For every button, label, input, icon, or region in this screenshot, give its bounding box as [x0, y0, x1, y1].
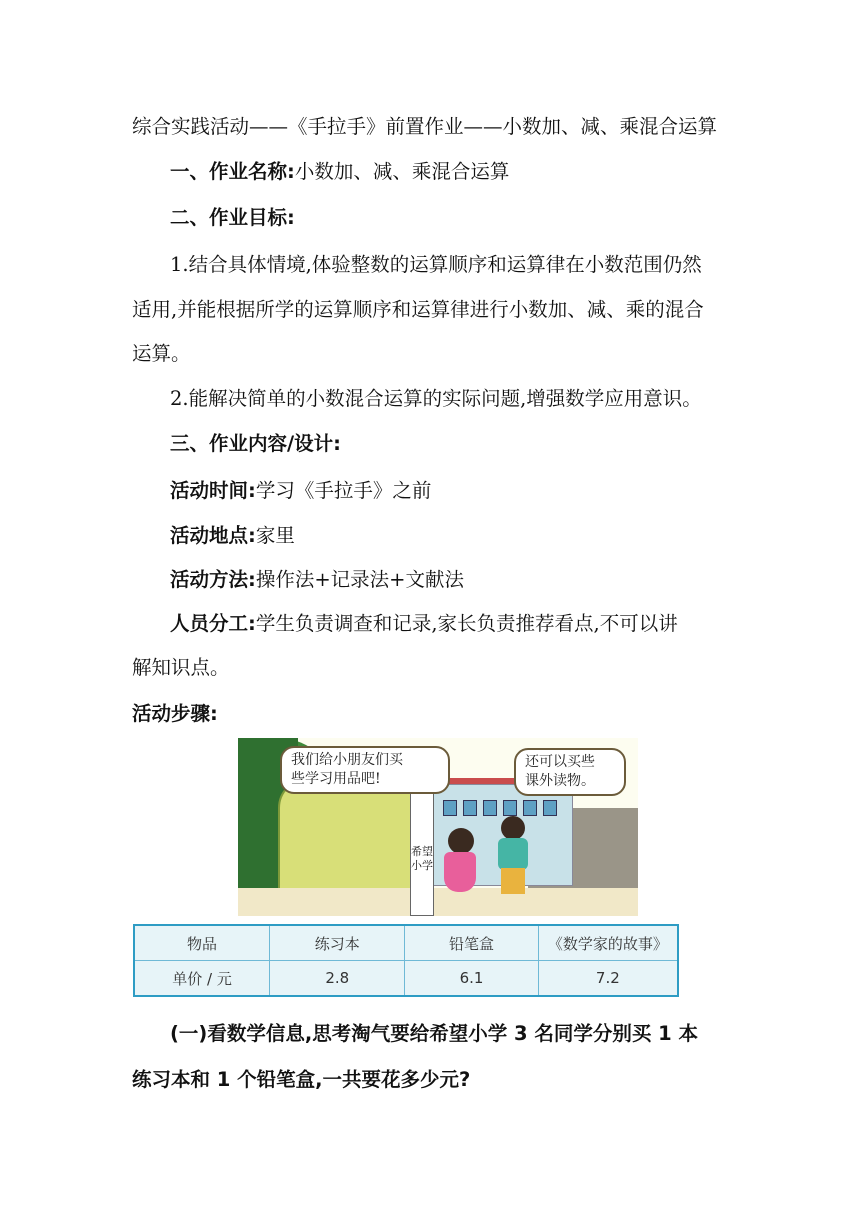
window	[503, 800, 517, 816]
gate-sign: 希望小学	[410, 786, 434, 916]
activity-time	[170, 478, 431, 504]
speech-bubble-left-line-2: 些学习用品吧!	[291, 771, 381, 787]
activity-method-label: 活动方法:	[170, 568, 256, 591]
section-2-label: 二、作业目标:	[170, 206, 295, 229]
staff-division	[170, 611, 678, 637]
section-1-value: 小数加、减、乘混合运算	[294, 160, 510, 183]
goal-1-line-1: 1.结合具体情境,体验整数的运算顺序和运算律在小数范围仍然	[170, 253, 702, 276]
table-cell: 单价 / 元	[134, 961, 270, 997]
activity-place-value: 家里	[255, 524, 295, 547]
table-row	[134, 961, 678, 997]
girl-head	[448, 828, 474, 854]
speech-bubble-left	[280, 746, 450, 794]
section-1	[170, 159, 509, 185]
table-cell: 练习本	[270, 925, 405, 961]
table-cell: 物品	[134, 925, 270, 961]
activity-place	[170, 523, 295, 549]
window	[443, 800, 457, 816]
table-cell: 《数学家的故事》	[538, 925, 678, 961]
table-cell: 6.1	[405, 961, 538, 997]
ground	[238, 888, 638, 916]
speech-bubble-right	[514, 748, 626, 796]
goal-2: 2.能解决简单的小数混合运算的实际问题,增强数学应用意识。	[170, 387, 702, 410]
price-table	[133, 924, 679, 997]
window	[483, 800, 497, 816]
table-header-row	[134, 925, 678, 961]
staff-division-label: 人员分工:	[170, 612, 256, 635]
question-1-line-2: 练习本和 1 个铅笔盒,一共要花多少元?	[132, 1068, 471, 1091]
speech-bubble-right-line-2: 课外读物。	[525, 773, 595, 789]
window	[523, 800, 537, 816]
boy-figure	[498, 838, 528, 870]
activity-method-value: 操作法+记录法+文献法	[255, 568, 464, 591]
school-illustration	[238, 738, 638, 916]
girl-figure	[444, 852, 476, 892]
section-3-label: 三、作业内容/设计:	[170, 432, 341, 455]
goal-1-line-2: 适用,并能根据所学的运算顺序和运算律进行小数加、减、乘的混合	[132, 298, 704, 321]
speech-bubble-left-line-1: 我们给小朋友们买	[291, 752, 403, 768]
boy-legs	[501, 868, 525, 894]
doc-title: 综合实践活动——《手拉手》前置作业——小数加、减、乘混合运算	[132, 115, 718, 138]
window	[463, 800, 477, 816]
section-1-label: 一、作业名称:	[170, 160, 295, 183]
question-1-line-1: (一)看数学信息,思考淘气要给希望小学 3 名同学分别买 1 本	[170, 1022, 699, 1045]
goal-1-line-3: 运算。	[132, 342, 191, 365]
table-cell: 铅笔盒	[405, 925, 538, 961]
boy-head	[501, 816, 525, 840]
activity-place-label: 活动地点:	[170, 524, 256, 547]
staff-division-value-1: 学生负责调查和记录,家长负责推荐看点,不可以讲	[255, 612, 678, 635]
activity-time-value: 学习《手拉手》之前	[255, 479, 432, 502]
activity-method	[170, 567, 464, 593]
table-cell: 7.2	[538, 961, 678, 997]
activity-time-label: 活动时间:	[170, 479, 256, 502]
activity-steps-label: 活动步骤:	[132, 702, 218, 725]
speech-bubble-right-line-1: 还可以买些	[525, 754, 595, 770]
window	[543, 800, 557, 816]
staff-division-line-2: 解知识点。	[132, 656, 230, 679]
table-cell: 2.8	[270, 961, 405, 997]
